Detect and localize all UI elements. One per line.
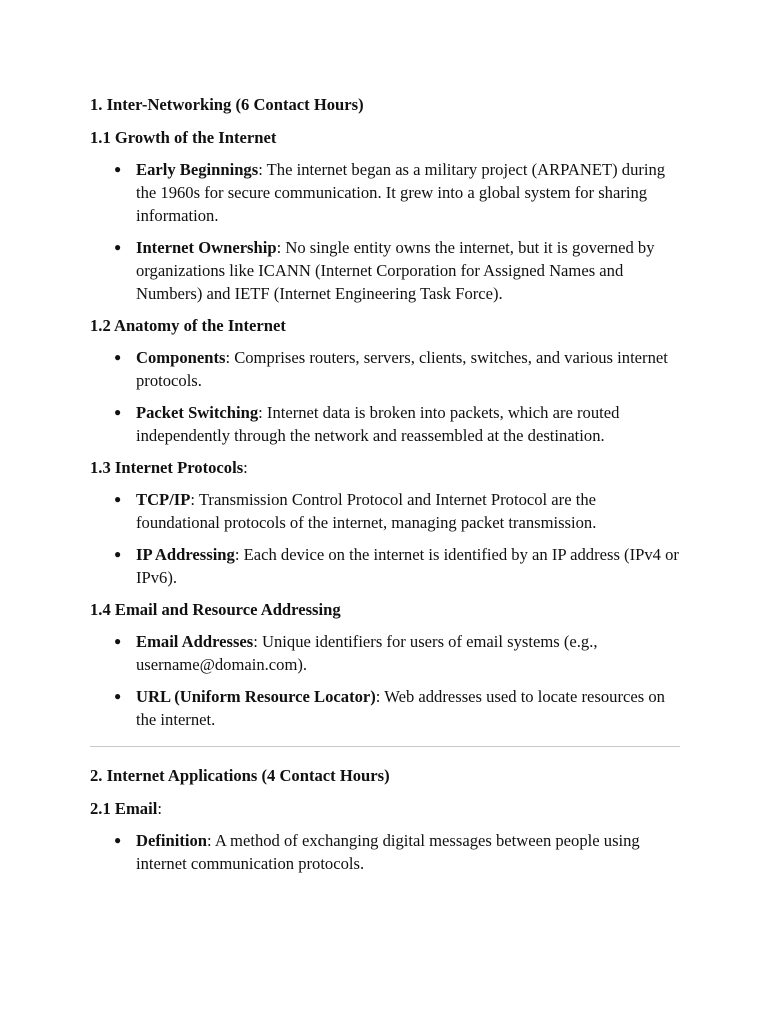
section-title: 2. Internet Applications (4 Contact Hours) [90,766,390,785]
item-term: IP Addressing [136,545,235,564]
bullet-icon: ● [114,689,122,703]
subsection-title-text: 2.1 Email [90,799,158,818]
item-term: Definition [136,831,207,850]
item-text: : Unique identifiers for users of email systems (e.g., username@domain.com). [136,632,598,674]
item-term: Internet Ownership [136,238,277,257]
bullet-list [90,488,680,589]
item-text: : Each device on the internet is identified by an IP address (IPv4 or IPv6). [136,545,679,587]
item-text: : Transmission Control Protocol and Internet Protocol are the foundational protocols of the internet, managing packet transmission. [136,490,597,532]
bullet-icon: ● [114,547,122,561]
item-term: TCP/IP [136,490,191,509]
item-text: : Comprises routers, servers, clients, switches, and various internet protocols. [136,348,668,390]
bullet-icon: ● [114,634,122,648]
list-item [90,346,680,392]
item-text: : No single entity owns the internet, but it is governed by organizations like ICANN (Internet Corporation for Assigned Names and Numbers) and IETF (Internet Engineering Task Force). [136,238,655,303]
bullet-list [90,158,680,305]
subsection-title-text: 1.3 Internet Protocols [90,458,244,477]
list-item [90,630,680,676]
list-item [90,543,680,589]
list-item [90,158,680,227]
subsection-title-text: 1.4 Email and Resource Addressing [90,600,341,619]
item-term: Components [136,348,226,367]
item-term: Packet Switching [136,403,259,422]
subsection-title-suffix: : [157,799,162,818]
item-text: : Web addresses used to locate resources on the internet. [136,687,665,729]
bullet-icon: ● [114,405,122,419]
list-item [90,401,680,447]
item-text: : A method of exchanging digital messages between people using internet communication protocols. [136,831,640,873]
list-item [90,236,680,305]
subsection-title [90,314,680,337]
item-term: Early Beginnings [136,160,259,179]
bullet-list [90,829,680,875]
item-term: URL (Uniform Resource Locator) [136,687,376,706]
list-item [90,488,680,534]
section-title: 1. Inter-Networking (6 Contact Hours) [90,95,364,114]
bullet-icon: ● [114,350,122,364]
subsection-title-suffix: : [243,458,248,477]
bullet-icon: ● [114,162,122,176]
bullet-icon: ● [114,833,122,847]
bullet-list [90,346,680,447]
bullet-icon: ● [114,492,122,506]
subsection-title-text: 1.2 Anatomy of the Internet [90,316,286,335]
item-term: Email Addresses [136,632,254,651]
subsection-title-text: 1.1 Growth of the Internet [90,128,277,147]
list-item [90,685,680,731]
item-text: : Internet data is broken into packets, which are routed independently through the network and reassembled at the destination. [136,403,620,445]
bullet-icon: ● [114,240,122,254]
subsection-title [90,126,680,149]
document-page [90,93,680,884]
item-text: : The internet began as a military project (ARPANET) during the 1960s for secure communication. It grew into a global system for sharing information. [136,160,666,225]
section-divider [90,746,680,747]
subsection-title [90,598,680,621]
bullet-list [90,630,680,731]
subsection-title [90,456,680,479]
subsection-title [90,797,680,820]
list-item [90,829,680,875]
